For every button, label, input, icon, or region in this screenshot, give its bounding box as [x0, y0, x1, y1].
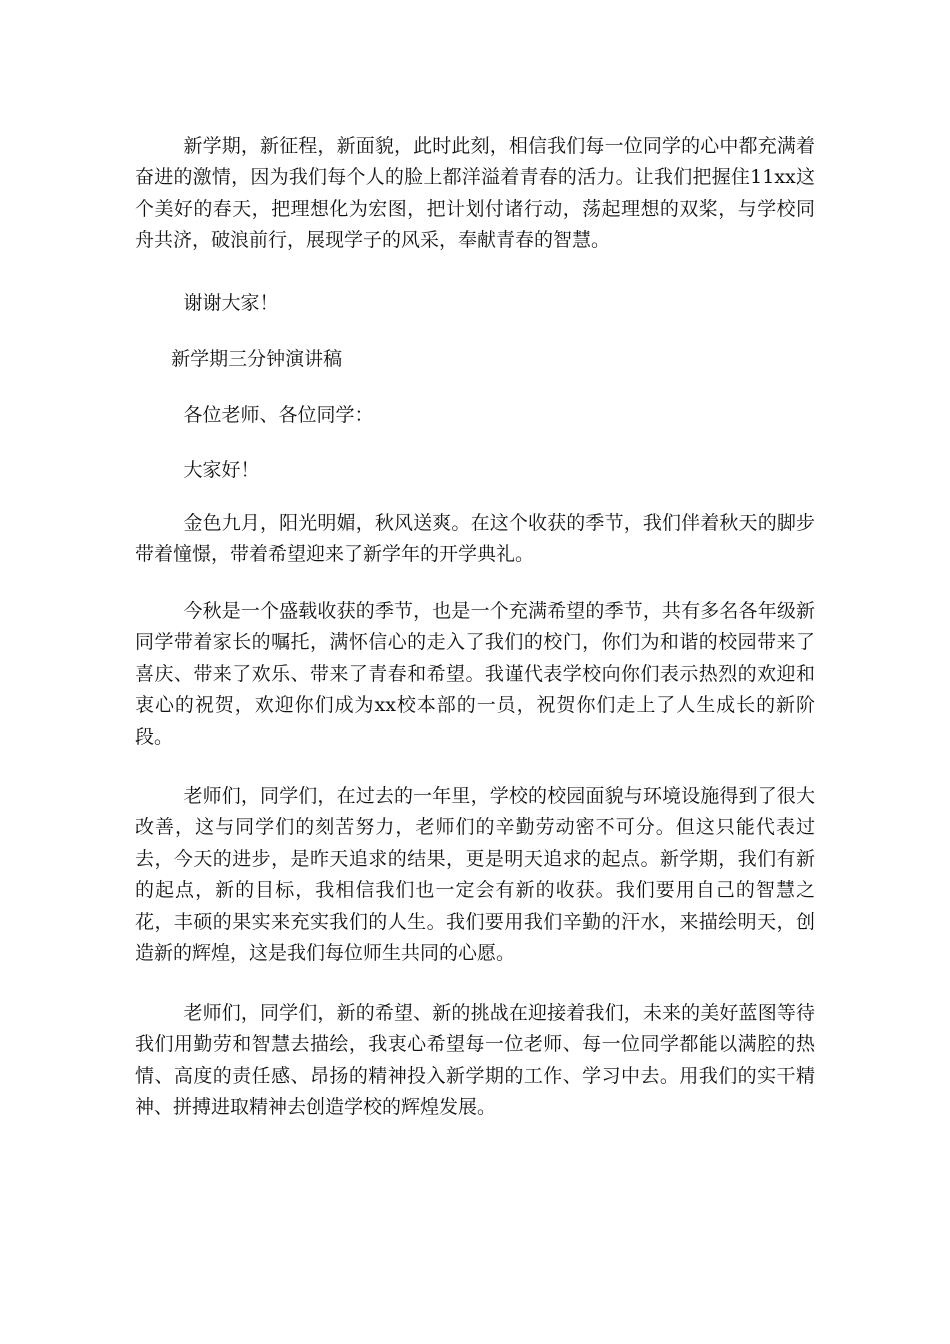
paragraph-past-year: 老师们，同学们，在过去的一年里，学校的校园面貌与环境设施得到了很大改善，这与同学们的刻苦努力，老师们的辛勤劳动密不可分。但这只能代表过去，今天的进步，是昨天追求的结果，更是明天追求的起点。新学期，我们有新的起点，新的目标，我相信我们也一定会有新的收获。我们要用自己的智慧之花，丰硕的果实来充实我们的人生。我们要用我们辛勤的汗水，来描绘明天，创造新的辉煌，这是我们每位师生共同的心愿。	[135, 785, 815, 965]
paragraph-golden-september: 金色九月，阳光明媚，秋风送爽。在这个收获的季节，我们伴着秋天的脚步带着憧憬，带着希望迎来了新学年的开学典礼。	[135, 512, 815, 566]
paragraph-thanks: 谢谢大家！	[183, 292, 279, 314]
paragraph-hello: 大家好！	[183, 459, 260, 481]
speech-title: 新学期三分钟演讲稿	[171, 348, 343, 370]
paragraph-autumn-welcome: 今秋是一个盛载收获的季节，也是一个充满希望的季节，共有多名各年级新同学带着家长的嘱托，满怀信心的走入了我们的校门，你们为和谐的校园带来了喜庆、带来了欢乐、带来了青春和希望。我谨代表学校向你们表示热烈的欢迎和衷心的祝贺，欢迎你们成为xx校本部的一员，祝贺你们走上了人生成长的新阶段。	[135, 600, 815, 748]
paragraph-new-hope: 老师们，同学们，新的希望、新的挑战在迎接着我们，未来的美好蓝图等待我们用勤劳和智慧去描绘，我衷心希望每一位老师、每一位同学都能以满腔的热情、高度的责任感、昂扬的精神投入新学期的工作、学习中去。用我们的实干精神、拼搏进取精神去创造学校的辉煌发展。	[135, 1002, 815, 1119]
paragraph-closing-remarks: 新学期，新征程，新面貌，此时此刻，相信我们每一位同学的心中都充满着奋进的激情，因为我们每个人的脸上都洋溢着青春的活力。让我们把握住11xx这个美好的春天，把理想化为宏图，把计划付诸行动，荡起理想的双桨，与学校同舟共济，破浪前行，展现学子的风采，奉献青春的智慧。	[135, 135, 815, 252]
paragraph-greeting-audience: 各位老师、各位同学：	[183, 404, 374, 426]
